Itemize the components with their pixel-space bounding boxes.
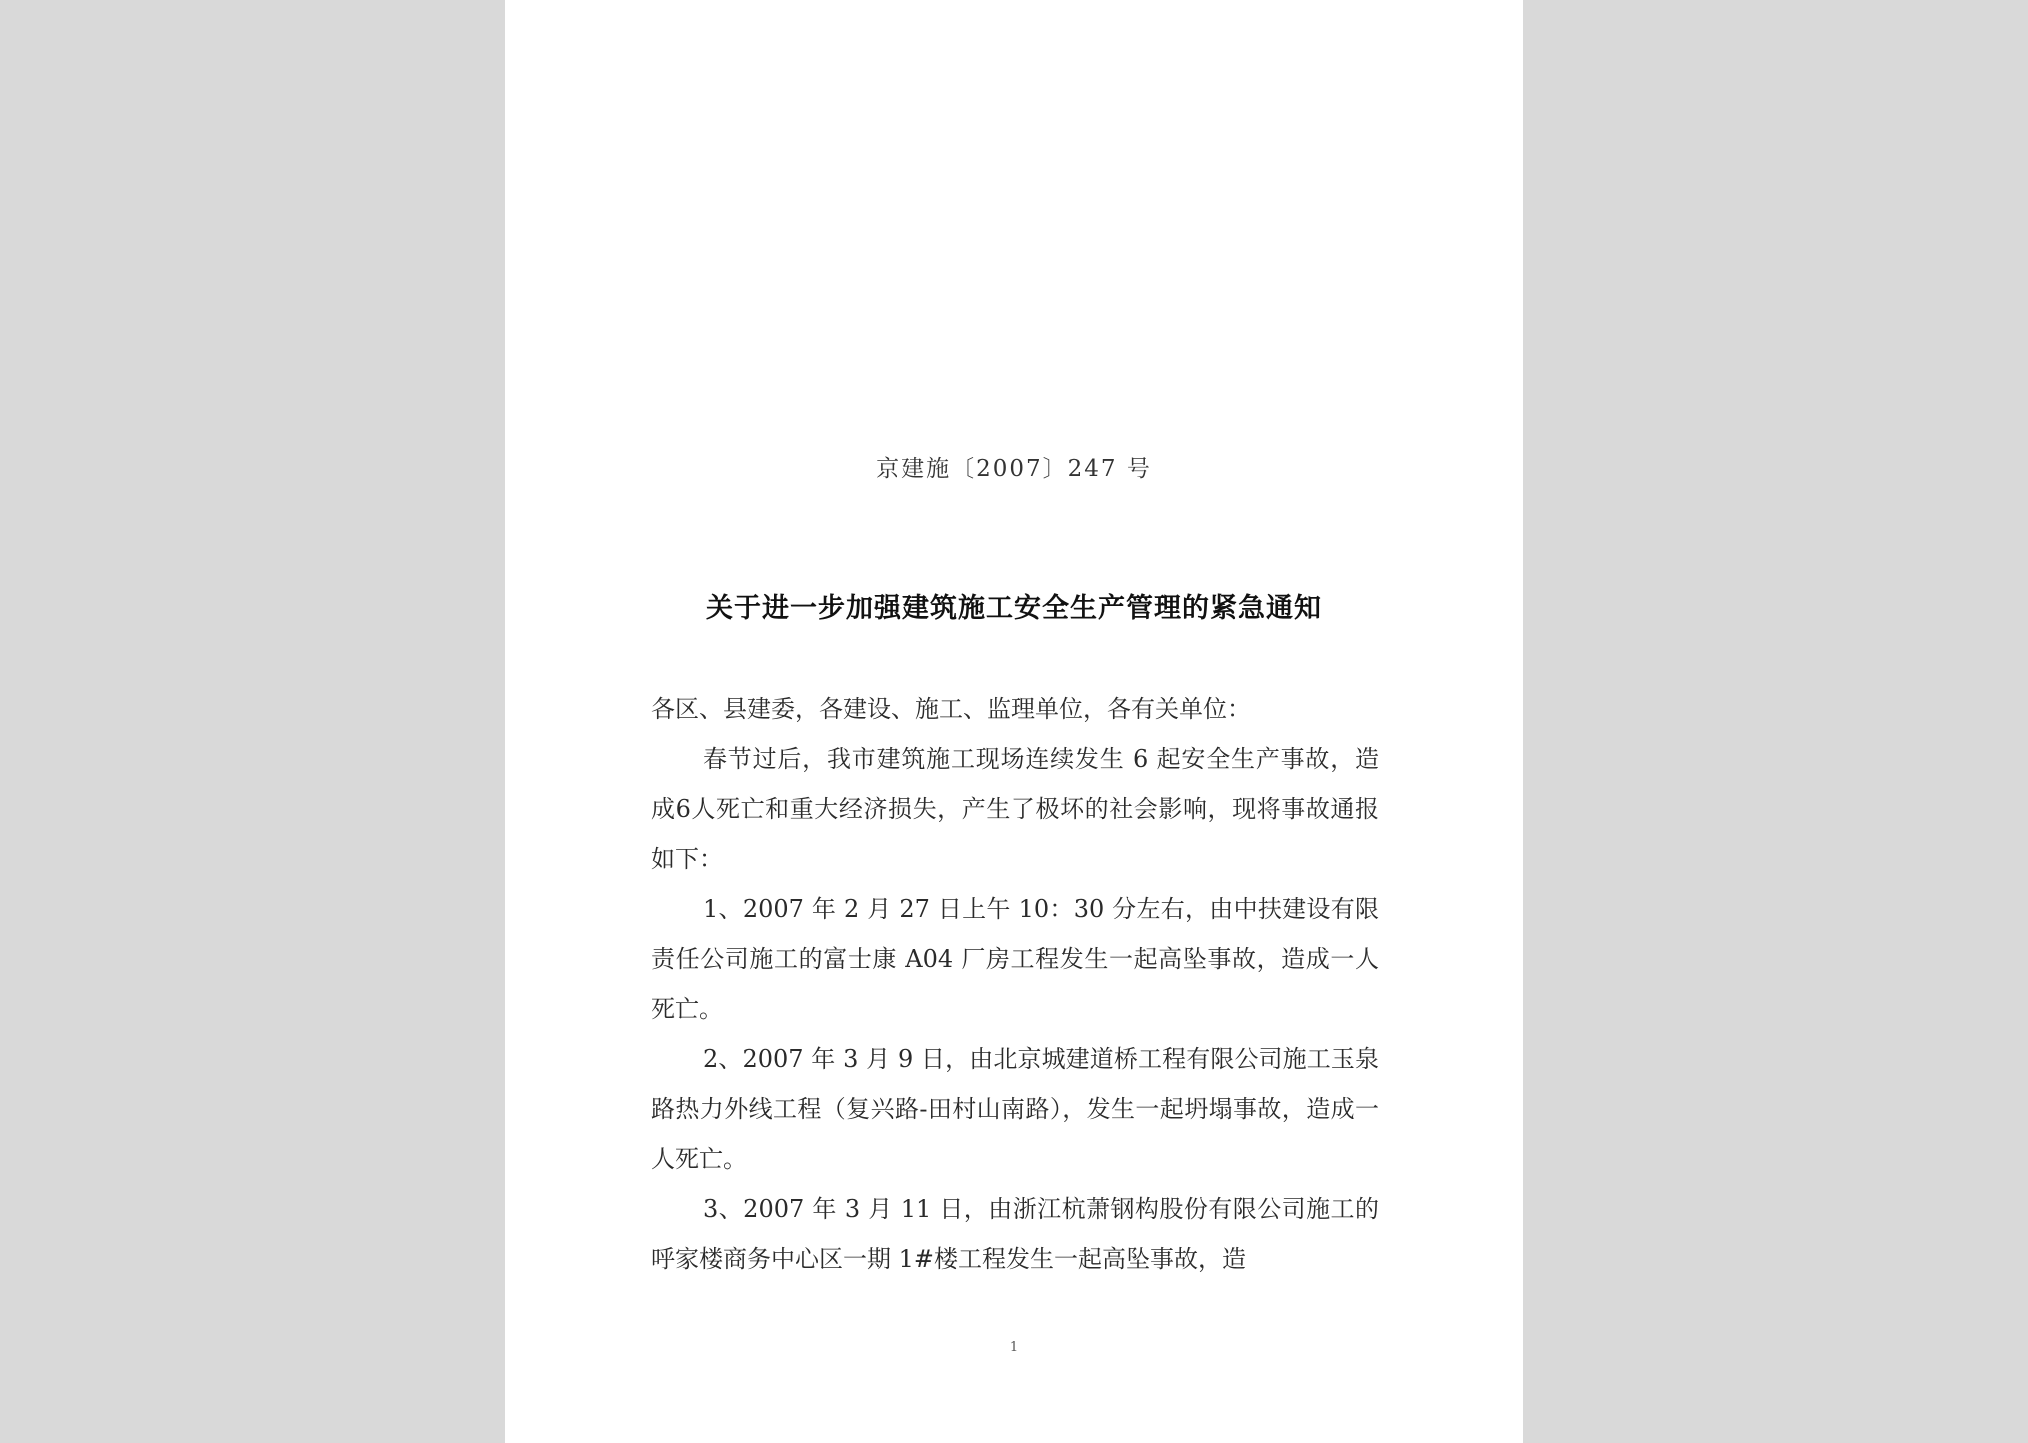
document-body	[651, 684, 1379, 1284]
paragraph-item-2: 2、2007 年 3 月 9 日，由北京城建道桥工程有限公司施工玉泉路热力外线工程（复兴路-田村山南路），发生一起坍塌事故，造成一人死亡。	[651, 1045, 1379, 1173]
document-page	[505, 0, 1523, 1443]
salutation: 各区、县建委，各建设、施工、监理单位，各有关单位：	[651, 695, 1251, 723]
document-number: 京建施〔2007〕247 号	[876, 456, 1152, 482]
paragraph-intro: 春节过后，我市建筑施工现场连续发生 6 起安全生产事故，造成6人死亡和重大经济损失，产生了极坏的社会影响，现将事故通报如下：	[651, 745, 1379, 873]
paragraph-item-3: 3、2007 年 3 月 11 日，由浙江杭萧钢构股份有限公司施工的呼家楼商务中心区一期 1#楼工程发生一起高坠事故，造	[651, 1195, 1379, 1273]
document-title: 关于进一步加强建筑施工安全生产管理的紧急通知	[706, 593, 1322, 624]
page-number: 1	[1009, 1340, 1019, 1355]
paragraph-item-1: 1、2007 年 2 月 27 日上午 10：30 分左右，由中扶建设有限责任公司施工的富士康 A04 厂房工程发生一起高坠事故，造成一人死亡。	[651, 895, 1379, 1023]
